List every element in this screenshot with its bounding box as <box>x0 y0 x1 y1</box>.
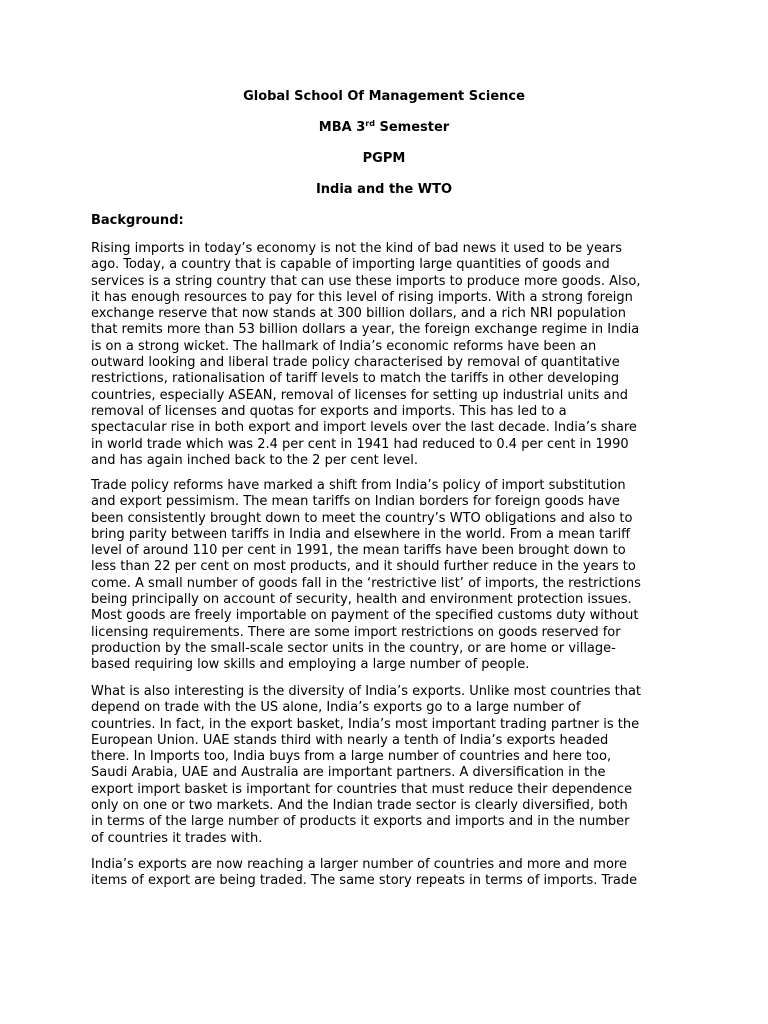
paragraph-line: come. A small number of goods fall in the ‘restrictive list’ of imports, the restrictions <box>91 575 641 591</box>
paragraph-line: items of export are being traded. The same story repeats in terms of imports. Trade <box>91 873 638 889</box>
paragraph-4 <box>91 857 691 890</box>
paragraph-line: countries, especially ASEAN, removal of licenses for setting up industrial units and <box>91 387 628 403</box>
paragraph-2 <box>91 478 691 674</box>
paragraph-line: Most goods are freely importable on payment of the specified customs duty without <box>91 608 639 624</box>
paragraph-3 <box>91 684 691 847</box>
paragraph-line: export import basket is important for countries that must reduce their dependence <box>91 781 633 797</box>
paragraph-line: of countries it trades with. <box>91 830 263 846</box>
paragraph-line: removal of licenses and quotas for exports and imports. This has led to a <box>91 403 567 419</box>
paragraph-line: it has enough resources to pay for this level of rising imports. With a strong foreign <box>91 289 633 305</box>
paragraph-1 <box>91 241 691 469</box>
paragraph-line: and has again inched back to the 2 per cent level. <box>91 452 418 468</box>
paragraph-line: services is a string country that can use these imports to produce more goods. Also, <box>91 273 641 289</box>
paragraph-line: production by the small-scale sector units in the country, or are home or village- <box>91 640 616 656</box>
course-title: PGPM <box>362 151 406 166</box>
paragraph-line: only on one or two markets. And the Indian trade sector is clearly diversified, both <box>91 798 628 814</box>
paragraph-line: and export pessimism. The mean tariffs on Indian borders for foreign goods have <box>91 494 620 510</box>
paragraph-line: outward looking and liberal trade policy characterised by removal of quantitative <box>91 355 620 371</box>
paragraph-line: India’s exports are now reaching a larger number of countries and more and more <box>91 857 627 872</box>
section-heading: Background: <box>91 213 184 228</box>
paragraph-line: in terms of the large number of products it exports and imports and in the number <box>91 814 630 830</box>
paragraph-line: been consistently brought down to meet the country’s WTO obligations and also to <box>91 510 633 526</box>
paragraph-line: level of around 110 per cent in 1991, the mean tariffs have been brought down to <box>91 543 626 559</box>
program-title <box>0 120 768 136</box>
paragraph-line: less than 22 per cent on most products, and it should further reduce in the years to <box>91 559 636 575</box>
paragraph-line: exchange reserve that now stands at 300 billion dollars, and a rich NRI population <box>91 306 626 322</box>
paragraph-line: Rising imports in today’s economy is not the kind of bad news it used to be years <box>91 241 623 256</box>
program-semester: Semester <box>374 120 450 135</box>
paragraph-line: spectacular rise in both export and import levels over the last decade. India’s share <box>91 420 637 436</box>
paragraph-line: countries. In fact, in the export basket, India’s most important trading partner is the <box>91 716 640 732</box>
paragraph-line: What is also interesting is the diversity of India’s exports. Unlike most countries that <box>91 684 642 699</box>
paragraph-line: is on a strong wicket. The hallmark of India’s economic reforms have been an <box>91 338 597 354</box>
program-ordinal-suffix: rd <box>365 119 375 128</box>
paragraph-line: Trade policy reforms have marked a shift from India’s policy of import substitution <box>91 478 626 493</box>
paragraph-line: being principally on account of security, health and environment protection issues. <box>91 592 632 608</box>
paragraph-line: bring parity between tariffs in India and elsewhere in the world. From a mean tariff <box>91 526 631 542</box>
paragraph-line: that remits more than 53 billion dollars a year, the foreign exchange regime in India <box>91 322 640 338</box>
school-title: Global School Of Management Science <box>243 89 525 104</box>
paragraph-line: based requiring low skills and employing a large number of people. <box>91 657 530 673</box>
paragraph-line: European Union. UAE stands third with nearly a tenth of India’s exports headed <box>91 732 609 748</box>
paragraph-line: Saudi Arabia, UAE and Australia are important partners. A diversification in the <box>91 765 606 781</box>
topic-title: India and the WTO <box>315 182 453 197</box>
paragraph-line: restrictions, rationalisation of tariff levels to match the tariffs in other developing <box>91 371 620 387</box>
paragraph-line: licensing requirements. There are some import restrictions on goods reserved for <box>91 624 621 640</box>
paragraph-line: there. In Imports too, India buys from a large number of countries and here too, <box>91 749 612 765</box>
paragraph-line: depend on trade with the US alone, India’s exports go to a large number of <box>91 700 581 716</box>
paragraph-line: in world trade which was 2.4 per cent in 1941 had reduced to 0.4 per cent in 1990 <box>91 436 629 452</box>
paragraph-line: ago. Today, a country that is capable of importing large quantities of goods and <box>91 257 610 273</box>
program-name: MBA 3 <box>318 120 366 135</box>
